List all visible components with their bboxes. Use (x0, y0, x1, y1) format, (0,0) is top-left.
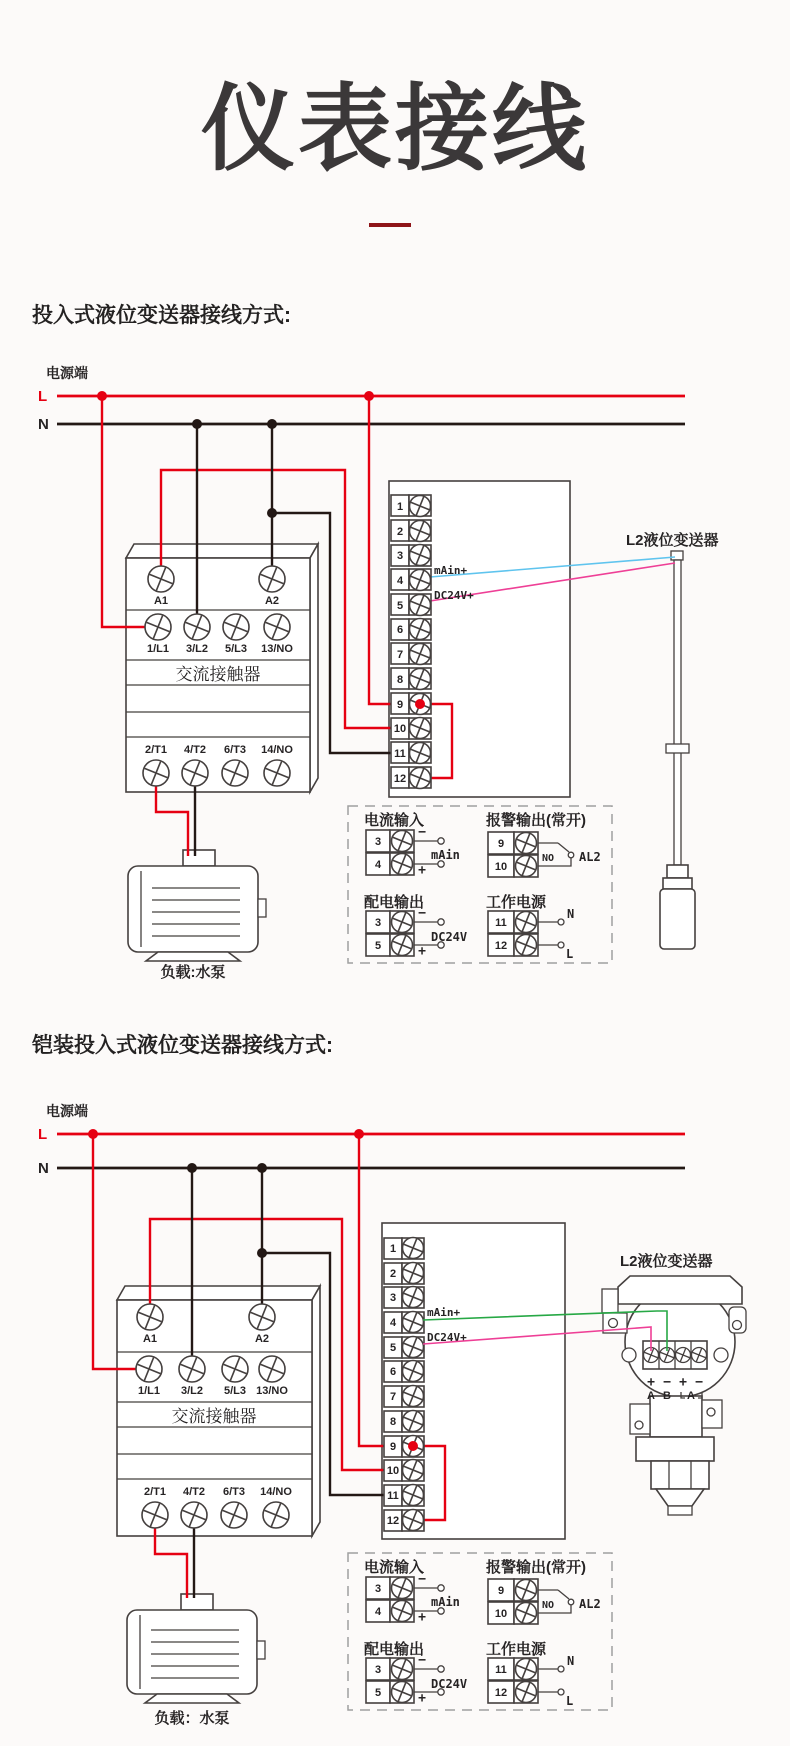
legend-terminal-number: 11 (495, 917, 507, 929)
legend-terminal-number: 10 (494, 1608, 508, 1620)
strip-number: 2 (396, 526, 404, 538)
s1-terminal-label: 5/L3 (224, 643, 248, 655)
wire-n-label: N (567, 1654, 575, 1668)
strip-number: 11 (387, 1490, 399, 1502)
s2-terminal-label: 6/T3 (222, 1486, 246, 1498)
polarity-sign: − (418, 825, 426, 840)
s1-terminal-label: 6/T3 (223, 744, 247, 756)
strip-number: 10 (393, 723, 407, 735)
alarm-name-label: AL2 (579, 1597, 601, 1611)
section2-heading: 铠装投入式液位变送器接线方式: (32, 1034, 333, 1057)
strip-number: 4 (389, 1317, 397, 1329)
legend-title: 报警输出(常开) (486, 812, 586, 829)
section1-diagram (38, 365, 719, 981)
s1-level-transmitter-probe (660, 551, 695, 949)
s1-terminal-label: 13/NO (261, 643, 293, 655)
junction-dot (267, 419, 277, 429)
s2-line-n-label: N (38, 1160, 49, 1177)
legend-terminal-number: 11 (495, 1664, 507, 1676)
s2-main-plus-label: mAin+ (427, 1306, 461, 1319)
legend-terminal-number: 9 (497, 838, 505, 850)
strip-number: 11 (394, 748, 406, 760)
junction-dot (267, 508, 277, 518)
strip-number: 9 (389, 1441, 397, 1453)
polarity-sign: + (679, 1375, 687, 1390)
strip-number: 7 (396, 649, 404, 661)
junction-dot (187, 1163, 197, 1173)
junction-dot (192, 419, 202, 429)
strip-number: 1 (389, 1243, 397, 1255)
junction-dot (408, 1441, 418, 1451)
strip-number: 2 (389, 1268, 397, 1280)
s1-main-plus-label: mAin+ (434, 564, 468, 577)
s2-terminal-label: 1/L1 (137, 1385, 161, 1397)
s1-power-label: 电源端 (46, 365, 88, 381)
s2-terminal-label: 5/L3 (223, 1385, 247, 1397)
polarity-sign: + (418, 944, 426, 959)
s2-terminal-label: 13/NO (256, 1385, 288, 1397)
section1-heading: 投入式液位变送器接线方式: (32, 304, 291, 327)
s1-contactor-title: 交流接触器 (175, 665, 261, 684)
legend-title: 电流输入 (364, 812, 425, 829)
junction-dot (415, 699, 425, 709)
s1-legend (348, 806, 612, 963)
s1-terminal-label: 3/L2 (185, 643, 209, 655)
head-terminal-letter: A (647, 1390, 655, 1402)
junction-dot (97, 391, 107, 401)
strip-number: 3 (389, 1292, 397, 1304)
legend-terminal-number: 3 (374, 1583, 382, 1595)
legend-signal-label: mAin (431, 1595, 460, 1609)
s2-motor-pump (127, 1594, 265, 1703)
s2-line-l-label: L (38, 1126, 48, 1143)
legend-title: 报警输出(常开) (486, 1559, 586, 1576)
s1-dc24v-plus-label: DC24V+ (434, 589, 474, 602)
s2-terminal-label: 14/NO (260, 1486, 292, 1498)
section2-diagram (38, 1103, 746, 1727)
strip-number: 1 (396, 501, 404, 513)
alarm-name-label: AL2 (579, 850, 601, 864)
strip-number: 5 (396, 600, 404, 612)
legend-title: 配电输出 (364, 894, 425, 911)
no-contact-label: NO (542, 853, 555, 864)
polarity-sign: − (418, 1653, 426, 1668)
s2-dc24v-plus-label: DC24V+ (427, 1331, 467, 1344)
s1-line-l-label: L (38, 388, 48, 405)
legend-terminal-number: 5 (374, 1687, 382, 1699)
strip-number: 12 (393, 773, 407, 785)
polarity-sign: + (647, 1375, 655, 1390)
no-contact-label: NO (542, 1600, 555, 1611)
strip-number: 4 (396, 575, 404, 587)
polarity-sign: + (418, 863, 426, 878)
legend-title: 电流输入 (364, 1559, 425, 1576)
wire-l-label: L (566, 1694, 574, 1708)
s1-motor-pump (128, 850, 266, 961)
legend-signal-label: DC24V (431, 1677, 468, 1691)
s1-load-label: 负载:水泵 (160, 964, 226, 981)
s1-terminal-label: 2/T1 (144, 744, 168, 756)
legend-signal-label: DC24V (431, 930, 468, 944)
s1-terminal-label: 14/NO (261, 744, 293, 756)
s2-terminal-label: 2/T1 (143, 1486, 167, 1498)
legend-title: 工作电源 (486, 894, 547, 911)
legend-terminal-number: 3 (374, 1664, 382, 1676)
s1-terminal-label: 4/T2 (183, 744, 207, 756)
legend-title: 工作电源 (486, 1641, 547, 1658)
strip-number: 8 (396, 674, 404, 686)
s1-coil-a2-label: A2 (264, 595, 280, 607)
junction-dot (364, 391, 374, 401)
strip-number: 3 (396, 550, 404, 562)
s2-load-label: 负载：水泵 (154, 1710, 230, 1727)
strip-number: 7 (389, 1391, 397, 1403)
legend-title: 配电输出 (364, 1641, 425, 1658)
s2-contactor-title: 交流接触器 (171, 1407, 257, 1426)
head-terminal-letter: A (687, 1390, 695, 1402)
junction-dot (257, 1248, 267, 1258)
wire-l-label: L (566, 947, 574, 961)
strip-number: 9 (396, 699, 404, 711)
polarity-sign: + (418, 1610, 426, 1625)
legend-terminal-number: 12 (494, 940, 508, 952)
junction-dot (354, 1129, 364, 1139)
legend-terminal-number: 10 (494, 861, 508, 873)
strip-number: 12 (386, 1515, 400, 1527)
wire-n-label: N (567, 907, 575, 921)
legend-terminal-number: 3 (374, 917, 382, 929)
s2-transmitter-label: L2液位变送器 (620, 1253, 713, 1270)
s1-line-n-label: N (38, 416, 49, 433)
polarity-sign: − (663, 1375, 671, 1390)
legend-signal-label: mAin (431, 848, 460, 862)
polarity-sign: + (418, 1691, 426, 1706)
polarity-sign: − (418, 1572, 426, 1587)
s1-transmitter-label: L2液位变送器 (626, 532, 719, 549)
junction-dot (257, 1163, 267, 1173)
s2-power-label: 电源端 (46, 1103, 88, 1119)
s2-terminal-label: 3/L2 (180, 1385, 204, 1397)
s1-terminal-label: 1/L1 (146, 643, 170, 655)
strip-number: 5 (389, 1342, 397, 1354)
s2-terminal-label: 4/T2 (182, 1486, 206, 1498)
s2-power-lines (57, 1134, 685, 1168)
legend-terminal-number: 9 (497, 1585, 505, 1597)
legend-terminal-number: 5 (374, 940, 382, 952)
legend-terminal-number: 4 (374, 859, 382, 871)
head-terminal-letter: B (663, 1390, 671, 1402)
legend-terminal-number: 12 (494, 1687, 508, 1699)
junction-dot (88, 1129, 98, 1139)
page-title: 仪表接线 (200, 76, 589, 181)
s2-coil-a2-label: A2 (254, 1333, 270, 1345)
strip-number: 6 (396, 624, 404, 636)
s2-coil-a1-label: A1 (142, 1333, 158, 1345)
strip-number: 8 (389, 1416, 397, 1428)
s1-coil-a1-label: A1 (153, 595, 169, 607)
polarity-sign: − (695, 1375, 703, 1390)
legend-terminal-number: 3 (374, 836, 382, 848)
strip-number: 10 (386, 1465, 400, 1477)
strip-number: 6 (389, 1366, 397, 1378)
legend-terminal-number: 4 (374, 1606, 382, 1618)
s2-legend (348, 1553, 612, 1710)
polarity-sign: − (418, 906, 426, 921)
